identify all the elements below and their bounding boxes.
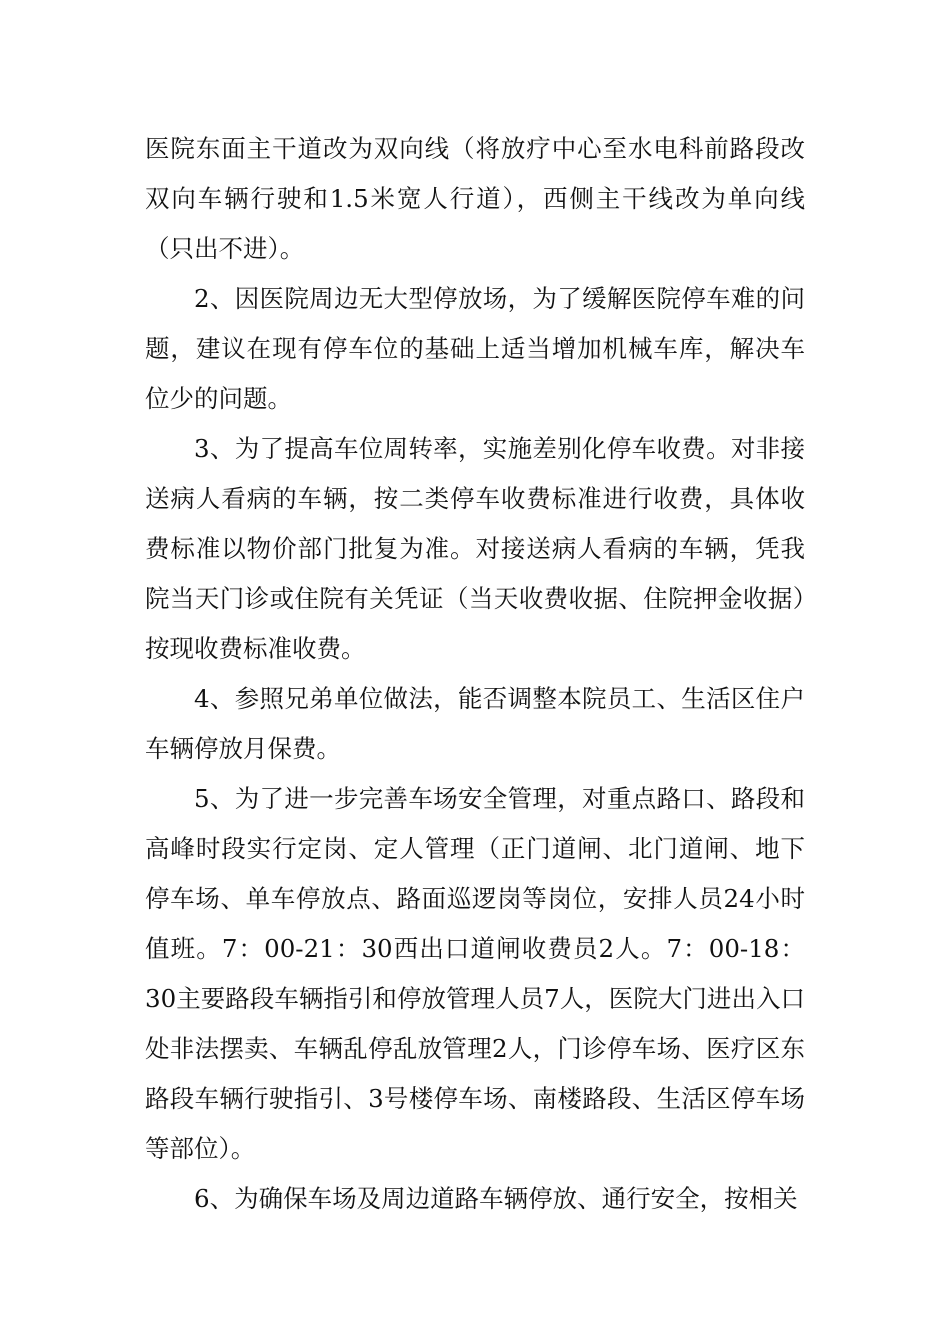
paragraph-item-3: 3、为了提高车位周转率，实施差别化停车收费。对非接送病人看病的车辆，按二类停车收费标准进行收费，具体收费标准以物价部门批复为准。对接送病人看病的车辆，凭我院当天门诊或住院有关凭证（当天收费收据、住院押金收据）按现收费标准收费。 bbox=[145, 434, 805, 663]
paragraph-item-6: 6、为确保车场及周边道路车辆停放、通行安全，按相关 bbox=[194, 1184, 798, 1213]
paragraph-item-5: 5、为了进一步完善车场安全管理，对重点路口、路段和高峰时段实行定岗、定人管理（正门道闸、北门道闸、地下停车场、单车停放点、路面巡逻岗等岗位，安排人员24小时值班。7：00-21：30西出口道闸收费员2人。7：00-18：30主要路段车辆指引和停放管理人员7人，医院大门进出入口处非法摆卖、车辆乱停乱放管理2人，门诊停车场、医疗区东路段车辆行驶指引、3号楼停车场、南楼路段、生活区停车场等部位）。 bbox=[145, 784, 805, 1163]
paragraph-item-2: 2、因医院周边无大型停放场，为了缓解医院停车难的问题，建议在现有停车位的基础上适当增加机械车库，解决车位少的问题。 bbox=[145, 284, 805, 413]
paragraph-continuation: 医院东面主干道改为双向线（将放疗中心至水电科前路段改双向车辆行驶和1.5米宽人行道），西侧主干线改为单向线（只出不进）。 bbox=[145, 134, 805, 263]
document-body bbox=[145, 124, 805, 1224]
paragraph-item-4: 4、参照兄弟单位做法，能否调整本院员工、生活区住户车辆停放月保费。 bbox=[145, 684, 805, 763]
